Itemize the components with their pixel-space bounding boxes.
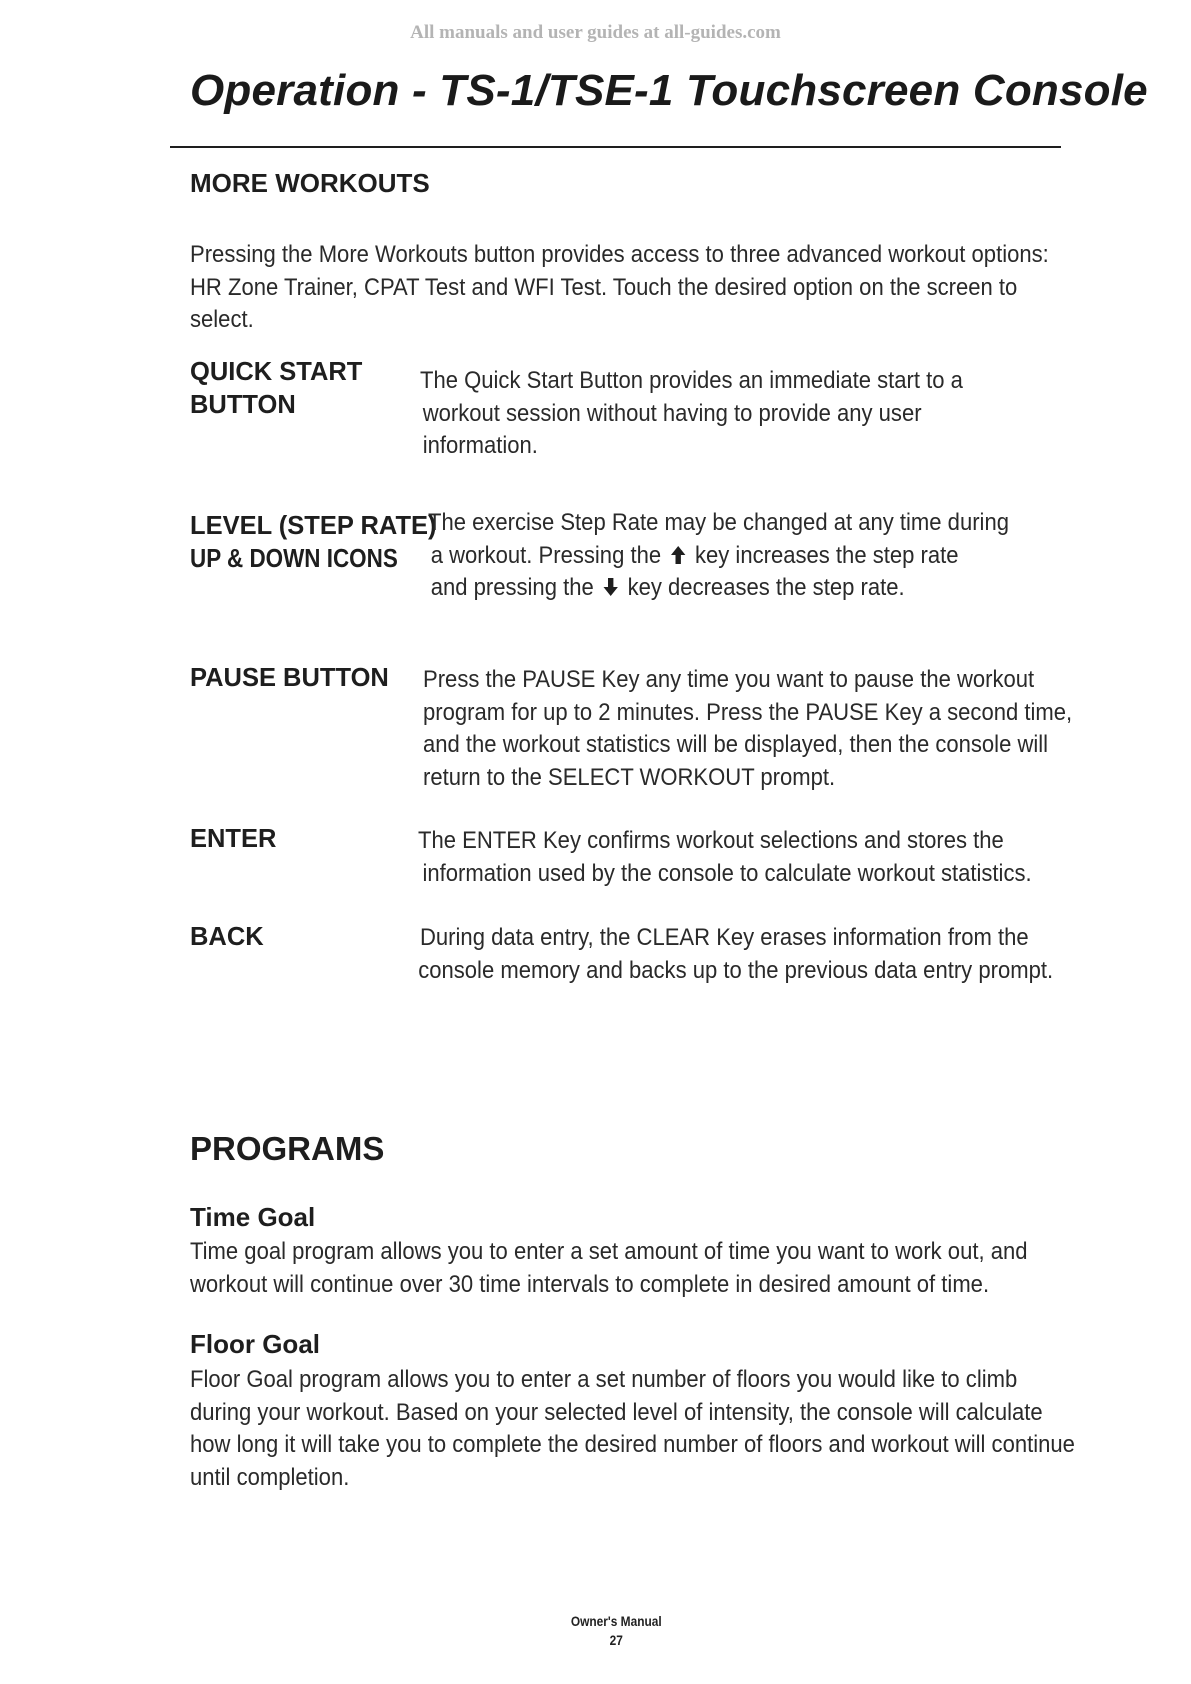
quick-start-term <box>190 356 362 421</box>
back-definition <box>420 922 1053 987</box>
level-line-text: key decreases the step rate. <box>627 574 905 601</box>
time-goal-line: Time goal program allows you to enter a set amount of time you want to work out, and <box>190 1238 1028 1265</box>
time-goal-description <box>190 1236 1028 1301</box>
footer-manual-label: Owner's Manual <box>570 1613 662 1629</box>
quick-start-line: information. <box>422 432 538 459</box>
more-workouts-line: HR Zone Trainer, CPAT Test and WFI Test. Touch the desired option on the screen to <box>190 273 1018 301</box>
level-line <box>431 572 1009 605</box>
title-divider <box>170 146 1061 148</box>
pause-term: PAUSE BUTTON <box>190 664 389 692</box>
more-workouts-line: select. <box>190 306 254 333</box>
floor-goal-line: during your workout. Based on your selected level of intensity, the console will calculate <box>190 1398 1043 1426</box>
level-definition <box>428 507 1009 605</box>
enter-line: The ENTER Key confirms workout selections and stores the <box>418 827 1004 854</box>
more-workouts-line: Pressing the More Workouts button provides access to three advanced workout options: <box>190 241 1049 268</box>
quick-start-line: workout session without having to provide any user <box>422 399 922 427</box>
time-goal-line: workout will continue over 30 time intervals to complete in desired amount of time. <box>190 1270 990 1298</box>
floor-goal-line: how long it will take you to complete the desired number of floors and workout will continue <box>190 1431 1075 1458</box>
level-line-text: key increases the step rate <box>694 541 959 569</box>
level-line: The exercise Step Rate may be changed at any time during <box>428 509 1009 536</box>
enter-term: ENTER <box>190 825 277 853</box>
level-term-line: UP & DOWN ICONS <box>190 544 398 573</box>
back-line: console memory and backs up to the previous data entry prompt. <box>418 956 1054 984</box>
level-term-line: LEVEL (STEP RATE) <box>190 512 437 540</box>
time-goal-heading: Time Goal <box>190 1202 316 1232</box>
pause-line: program for up to 2 minutes. Press the PAUSE Key a second time, <box>423 698 1073 726</box>
enter-line: information used by the console to calculate workout statistics. <box>422 859 1032 887</box>
pause-line: and the workout statistics will be displayed, then the console will <box>423 731 1049 758</box>
floor-goal-line: until completion. <box>190 1463 350 1491</box>
pause-definition <box>423 664 1072 794</box>
more-workouts-description <box>190 239 1049 337</box>
more-workouts-heading: MORE WORKOUTS <box>190 168 430 198</box>
floor-goal-line: Floor Goal program allows you to enter a set number of floors you would like to climb <box>190 1366 1018 1393</box>
level-line-text: and pressing the <box>430 574 594 601</box>
programs-heading: PROGRAMS <box>190 1130 385 1167</box>
level-line <box>431 540 1009 573</box>
level-line-text: a workout. Pressing the <box>430 541 662 569</box>
quick-start-term-line: BUTTON <box>190 390 296 419</box>
floor-goal-heading: Floor Goal <box>190 1329 320 1359</box>
quick-start-line: The Quick Start Button provides an immediate start to a <box>420 367 963 394</box>
back-term: BACK <box>190 923 264 951</box>
enter-definition <box>418 825 1032 890</box>
quick-start-term-line: QUICK START <box>190 358 363 386</box>
pause-line: Press the PAUSE Key any time you want to pause the workout <box>423 666 1035 693</box>
quick-start-definition <box>420 365 963 463</box>
arrow-down-icon <box>603 577 619 597</box>
level-term <box>190 510 437 575</box>
arrow-up-icon <box>670 545 686 565</box>
back-line: During data entry, the CLEAR Key erases information from the <box>420 924 1029 951</box>
floor-goal-description <box>190 1364 1075 1494</box>
page-title: Operation - TS-1/TSE-1 Touchscreen Console <box>190 66 1148 115</box>
watermark: All manuals and user guides at all-guides.com <box>410 22 781 43</box>
page-number: 27 <box>609 1632 623 1648</box>
page-footer <box>92 1612 1140 1650</box>
pause-line: return to the SELECT WORKOUT prompt. <box>423 763 836 791</box>
